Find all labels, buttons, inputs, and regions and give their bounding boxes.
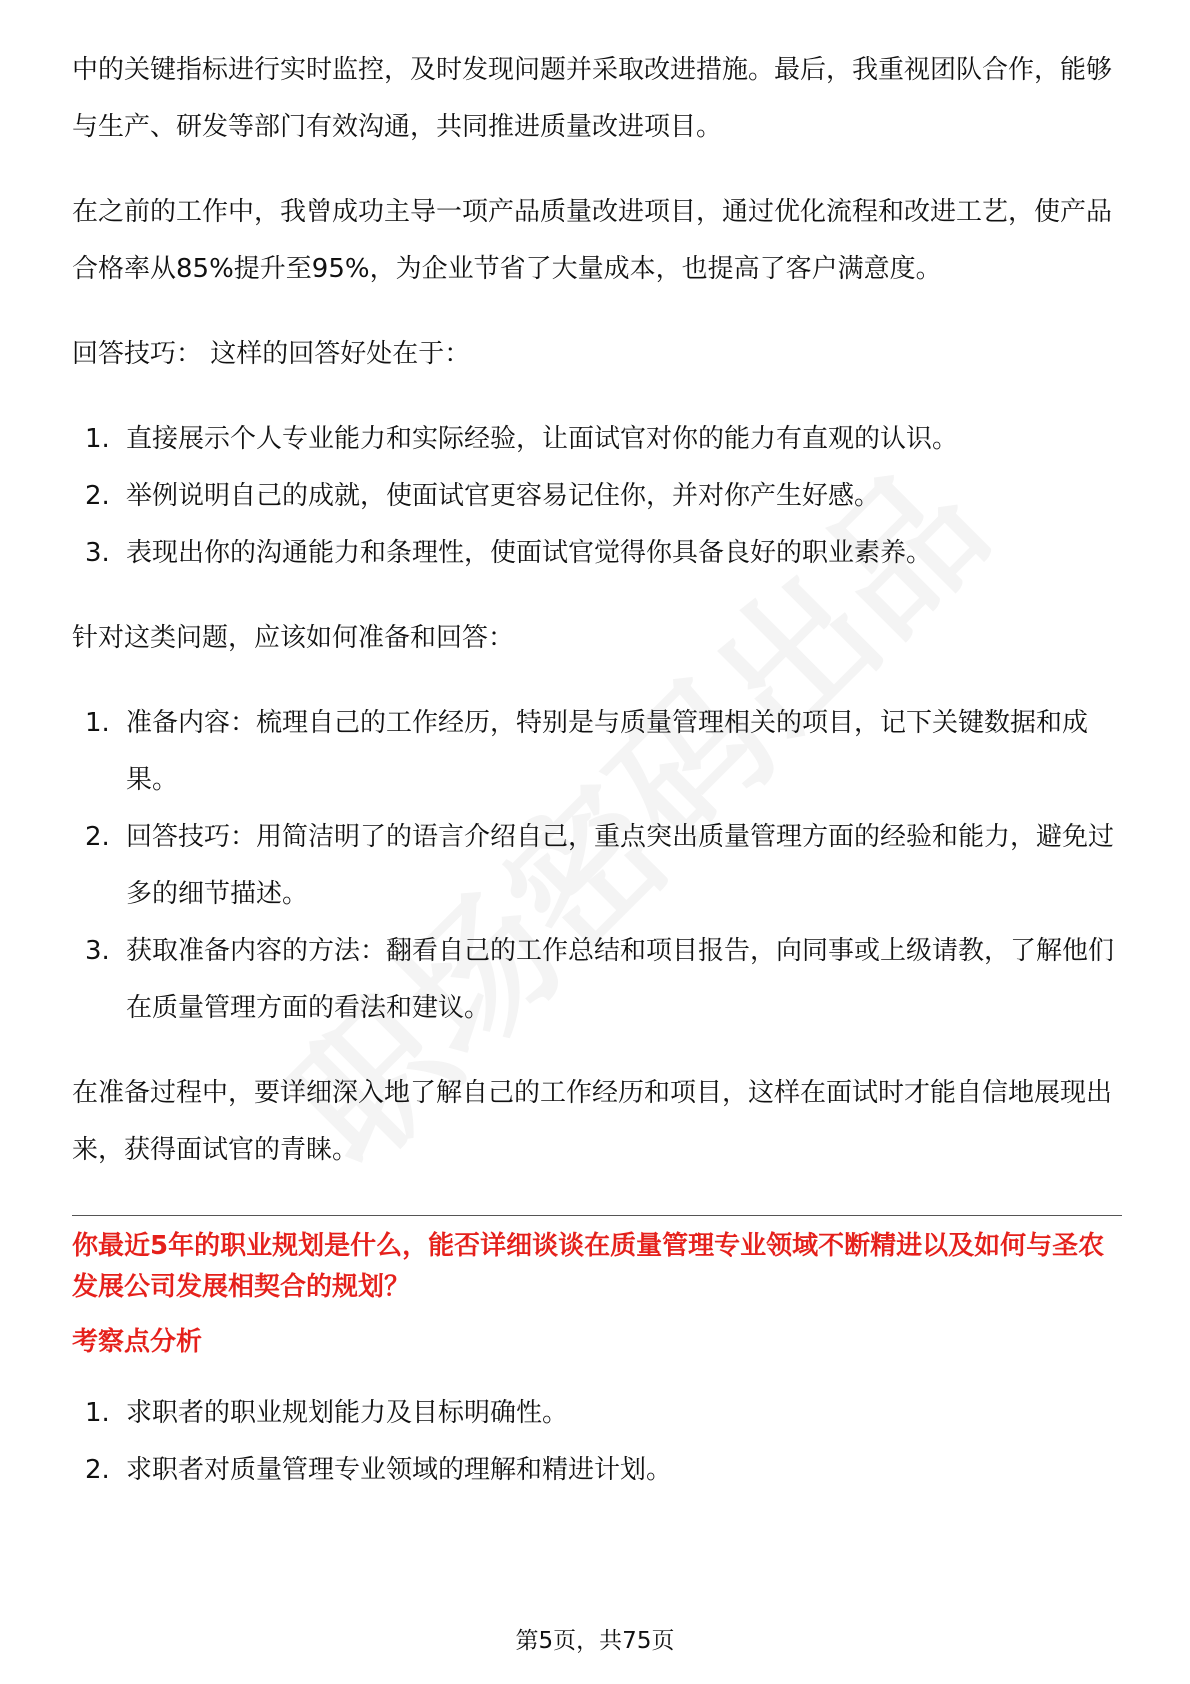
list-number: 3.: [85, 538, 110, 568]
prep-heading: 针对这类问题，应该如何准备和回答：: [72, 623, 515, 653]
list-item-text: 直接展示个人专业能力和实际经验，让面试官对你的能力有直观的认识。: [126, 424, 959, 454]
paragraph-preparation: 在准备过程中，要详细深入地了解自己的工作经历和项目，这样在面试时才能自信地展现出来，获得面试官的青睐。: [72, 1078, 1113, 1165]
list-item: [72, 809, 1122, 923]
analysis-list: [72, 1385, 1122, 1499]
list-item: [72, 468, 1122, 525]
list-item-text: 获取准备内容的方法：翻看自己的工作总结和项目报告，向同事或上级请教，了解他们在质量管理方面的看法和建议。: [126, 936, 1115, 1023]
list-item: [72, 525, 1122, 582]
list-number: 2.: [85, 481, 110, 511]
list-item-text: 表现出你的沟通能力和条理性，使面试官觉得你具备良好的职业素养。: [126, 538, 933, 568]
list-item-text: 求职者的职业规划能力及目标明确性。: [126, 1398, 569, 1428]
list-item: [72, 695, 1122, 809]
list-item: [72, 1385, 1122, 1442]
analysis-heading: 考察点分析: [72, 1327, 203, 1357]
list-item-text: 准备内容：梳理自己的工作经历，特别是与质量管理相关的项目，记下关键数据和成果。: [126, 708, 1089, 795]
page-footer: 第5页，共75页: [515, 1628, 675, 1654]
list-number: 2.: [85, 822, 110, 852]
page-content: [72, 42, 1122, 1499]
list-item: [72, 1442, 1122, 1499]
list-item-text: 求职者对质量管理专业领域的理解和精进计划。: [126, 1455, 673, 1485]
list-number: 1.: [85, 424, 110, 454]
list-item-text: 举例说明自己的成就，使面试官更容易记住你，并对你产生好感。: [126, 481, 881, 511]
tips-heading: 回答技巧： 这样的回答好处在于：: [72, 339, 471, 369]
prep-list: [72, 695, 1122, 1037]
list-number: 1.: [85, 1398, 110, 1428]
list-number: 1.: [85, 708, 110, 738]
list-number: 2.: [85, 1455, 110, 1485]
interview-question: 你最近5年的职业规划是什么，能否详细谈谈在质量管理专业领域不断精进以及如何与圣农发展公司发展相契合的规划？: [72, 1231, 1105, 1302]
section-divider: [72, 1215, 1122, 1216]
list-item: [72, 923, 1122, 1037]
list-item: [72, 411, 1122, 468]
paragraph-continued: 中的关键指标进行实时监控，及时发现问题并采取改进措施。最后，我重视团队合作，能够与生产、研发等部门有效沟通，共同推进质量改进项目。: [72, 55, 1113, 142]
tips-list: [72, 411, 1122, 582]
paragraph-achievement: 在之前的工作中，我曾成功主导一项产品质量改进项目，通过优化流程和改进工艺，使产品合格率从85%提升至95%，为企业节省了大量成本，也提高了客户满意度。: [72, 197, 1113, 284]
list-item-text: 回答技巧：用简洁明了的语言介绍自己，重点突出质量管理方面的经验和能力，避免过多的细节描述。: [126, 822, 1115, 909]
list-number: 3.: [85, 936, 110, 966]
